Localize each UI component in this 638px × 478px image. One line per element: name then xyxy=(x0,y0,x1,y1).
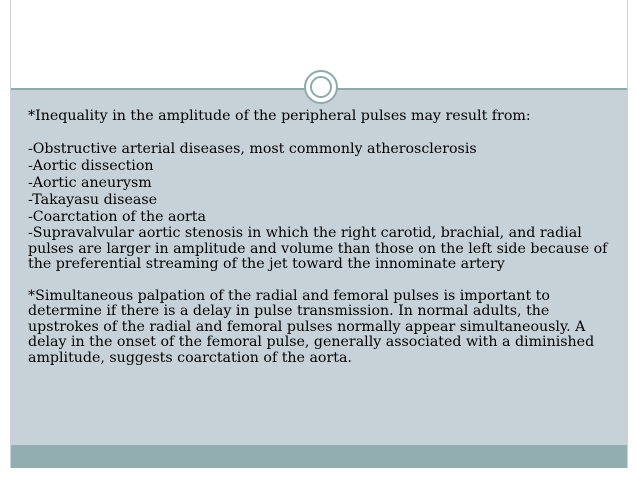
cause-item: -Coarctation of the aorta xyxy=(28,209,206,225)
circle-ornament-icon xyxy=(304,70,338,104)
slide-content xyxy=(28,108,618,366)
intro-text: *Inequality in the amplitude of the peripheral pulses may result from: xyxy=(28,108,531,124)
cause-item: -Aortic dissection xyxy=(28,158,154,174)
cause-item: -Aortic aneurysm xyxy=(28,175,152,191)
cause-item: -Takayasu disease xyxy=(28,192,157,208)
slide xyxy=(10,0,628,468)
circle-ornament-inner xyxy=(310,76,332,98)
footer-bar xyxy=(11,445,627,468)
palpation-text: *Simultaneous palpation of the radial and femoral pulses is important to determine if there is a delay in pulse transmission. In normal adults, the upstrokes of the radial and femoral pulses normally appear simultaneously. A delay in the onset of the femoral pulse, generally associated with a diminished amplitude, suggests coarctation of the aorta. xyxy=(28,287,595,366)
cause-item: -Obstructive arterial diseases, most commonly atherosclerosis xyxy=(28,141,477,157)
supravalvular-text: -Supravalvular aortic stenosis in which the right carotid, brachial, and radial pulses are larger in amplitude and volume than those on the left side because of the preferential streaming of the jet toward the innominate artery xyxy=(28,225,608,272)
